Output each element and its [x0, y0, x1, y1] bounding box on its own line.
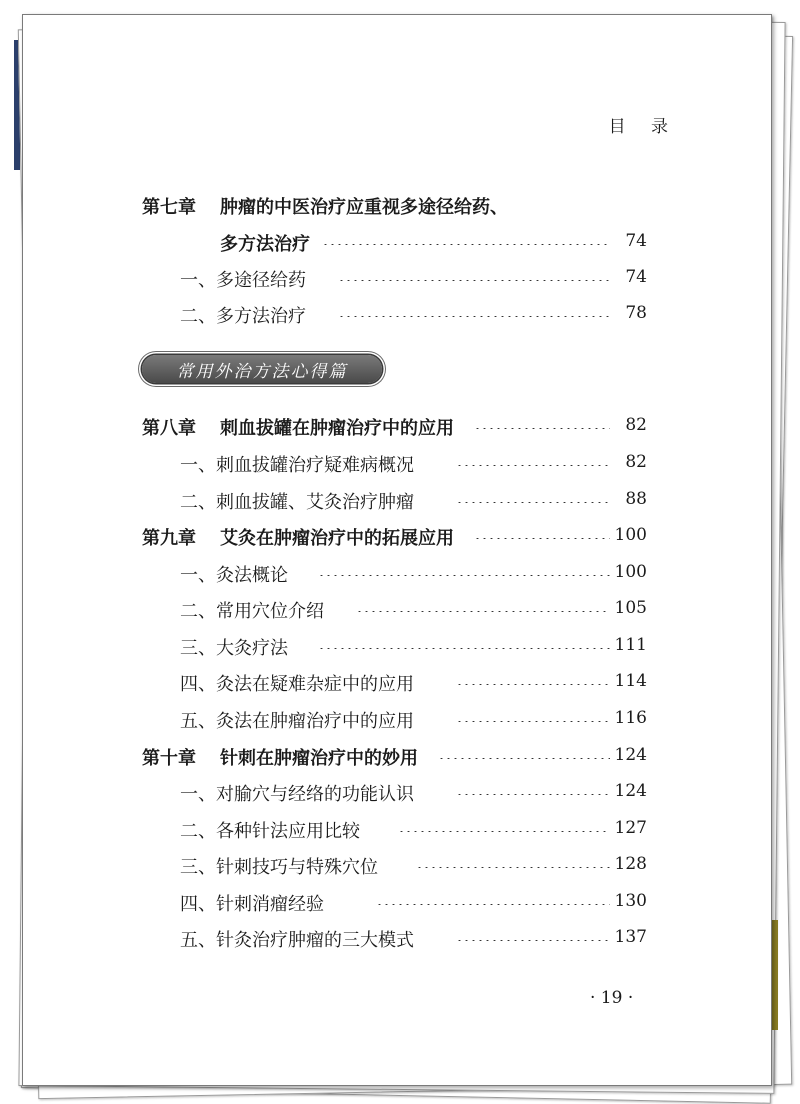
- page-number: 111: [614, 635, 647, 655]
- page-number: 137: [614, 927, 647, 947]
- chapter-number: 第十章: [142, 748, 196, 769]
- chapter-number: 第八章: [142, 418, 196, 439]
- section-title: 三、大灸疗法: [180, 638, 288, 659]
- section-title: 一、多途径给药: [180, 270, 306, 291]
- chapter-number: 第九章: [142, 528, 196, 549]
- page-number: 130: [614, 891, 647, 911]
- dot-leader: [318, 647, 610, 649]
- chapter-title: 肿瘤的中医治疗应重视多途径给药、: [220, 197, 508, 218]
- chapter-title: 刺血拔罐在肿瘤治疗中的应用: [220, 418, 454, 439]
- section-title: 五、灸法在肿瘤治疗中的应用: [180, 711, 414, 732]
- section-title: 三、针刺技巧与特殊穴位: [180, 857, 378, 878]
- section-title: 二、常用穴位介绍: [180, 601, 324, 622]
- chapter-title: 艾灸在肿瘤治疗中的拓展应用: [220, 528, 454, 549]
- dot-leader: [338, 279, 610, 281]
- section-title: 四、灸法在疑难杂症中的应用: [180, 674, 414, 695]
- page-number: 105: [614, 598, 647, 618]
- dot-leader: [416, 866, 610, 868]
- page-number: 127: [614, 818, 647, 838]
- section-title: 一、刺血拔罐治疗疑难病概况: [180, 455, 414, 476]
- running-head: 目 录: [608, 117, 678, 137]
- dot-leader: [318, 574, 610, 576]
- folio-page-number: · 19 ·: [590, 988, 634, 1008]
- section-title: 二、多方法治疗: [180, 306, 306, 327]
- page-number: 78: [625, 303, 647, 323]
- dot-leader: [322, 243, 610, 245]
- section-title: 二、刺血拔罐、艾灸治疗肿瘤: [180, 492, 414, 513]
- section-title: 一、对腧穴与经络的功能认识: [180, 784, 414, 805]
- dot-leader: [398, 830, 610, 832]
- section-banner: 常用外治方法心得篇: [142, 355, 382, 383]
- page-number: 116: [614, 708, 647, 728]
- page-number: 74: [625, 267, 647, 287]
- dot-leader: [438, 757, 610, 759]
- page-number: 124: [614, 781, 647, 801]
- chapter-title-continued: 多方法治疗: [220, 234, 310, 255]
- dot-leader: [356, 610, 610, 612]
- page-number: 124: [614, 745, 647, 765]
- chapter-number: 第七章: [142, 197, 196, 218]
- page-number: 82: [625, 415, 647, 435]
- chapter-title: 针刺在肿瘤治疗中的妙用: [220, 748, 418, 769]
- page-number: 88: [625, 489, 647, 509]
- page-number: 74: [625, 231, 647, 251]
- dot-leader: [376, 903, 610, 905]
- page-number: 100: [614, 562, 647, 582]
- section-title: 二、各种针法应用比较: [180, 821, 360, 842]
- section-title: 五、针灸治疗肿瘤的三大模式: [180, 930, 414, 951]
- page-number: 114: [614, 671, 647, 691]
- section-title: 一、灸法概论: [180, 565, 288, 586]
- section-title: 四、针刺消瘤经验: [180, 894, 324, 915]
- page-number: 100: [614, 525, 647, 545]
- page-number: 128: [614, 854, 647, 874]
- dot-leader: [338, 315, 610, 317]
- page-number: 82: [625, 452, 647, 472]
